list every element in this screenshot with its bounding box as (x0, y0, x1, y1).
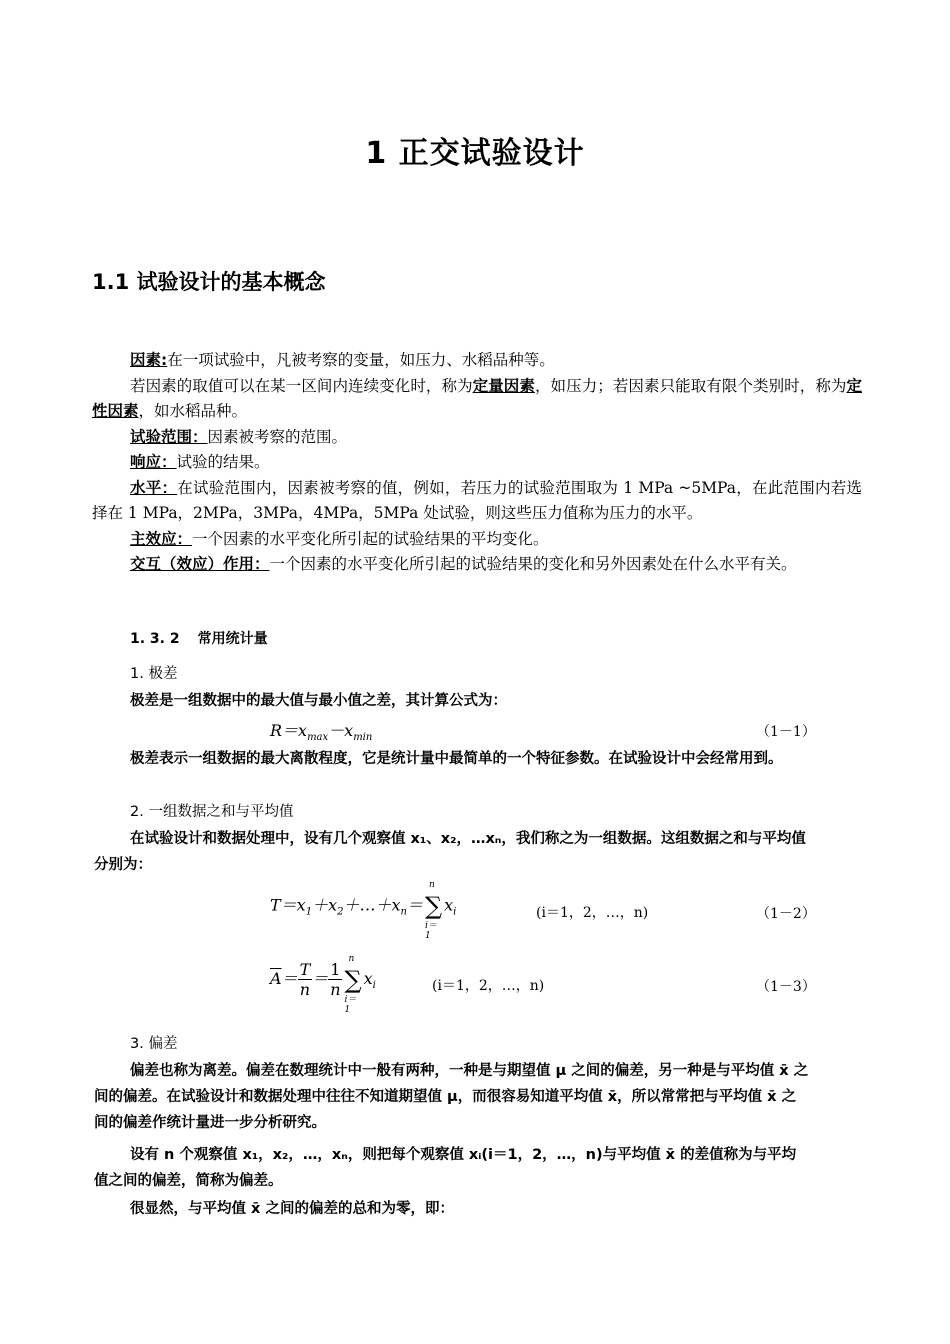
definition-interaction: 交互（效应）作用：一个因素的水平变化所引起的试验结果的变化和另外因素处在什么水平有关。 (130, 555, 797, 573)
equation-number-3: （1－3） (756, 979, 816, 995)
subsection-title: 常用统计量 (197, 631, 268, 647)
equation-sum: $T=x_1+x_2+\dots+x_n=\sum$ n i＝1 $x_i$ (270, 880, 457, 941)
definition-factor: 因素:在一项试验中，凡被考察的变量，如压力、水稻品种等。 (130, 351, 555, 369)
term-main-effect: 主效应： (130, 529, 193, 548)
equation-number-1: （1－1） (756, 724, 816, 740)
subsection-heading (130, 628, 268, 648)
term-level: 水平： (130, 478, 178, 497)
term-quantitative-factor: 定量因素 (472, 376, 535, 395)
term-interaction: 交互（效应）作用： (130, 555, 270, 573)
definition-factor-types: 若因素的取值可以在某一区间内连续变化时，称为定量因素，如压力；若因素只能取有限个类别时，称为定性因素，如水稻品种。 (92, 376, 862, 420)
term-factor: 因素: (130, 351, 168, 369)
range-intro: 极差是一组数据中的最大值与最小值之差，其计算公式为： (130, 693, 507, 709)
sum-description: 在试验设计和数据处理中，设有几个观察值 x₁、x₂，…xₙ，我们称之为一组数据。这组数据之和与平均值分别为： (94, 831, 806, 873)
definition-level: 水平：在试验范围内，因素被考察的值，例如，若压力的试验范围取为 1 MPa ~5MPa，在此范围内若选择在 1 MPa，2MPa，3MPa，4MPa，5MPa 处试验，则这些压力值称为压力的水平。 (92, 478, 862, 522)
definitions-block (92, 348, 862, 578)
definition-response: 响应：试验的结果。 (130, 453, 270, 471)
item-sum-average: 2. 一组数据之和与平均值 (130, 804, 294, 820)
item-range: 1. 极差 (130, 666, 178, 682)
definition-range: 试验范围：因素被考察的范围。 (130, 427, 348, 446)
term-response: 响应： (130, 453, 177, 471)
equation-range: $R=x_{max}-x_{min}$ (270, 721, 373, 744)
deviation-paragraph-2: 设有 n 个观察值 x₁，x₂，…，xₙ，则把每个观察值 xᵢ(i＝1，2，…，n)与平均值 x̄ 的差值称为与平均值之间的偏差，简称为偏差。 (94, 1147, 797, 1189)
chapter-title: 1 正交试验设计 (365, 136, 585, 171)
deviation-paragraph-1: 偏差也称为离差。偏差在数理统计中一般有两种，一种是与期望值 μ 之间的偏差，另一种是与平均值 x̄ 之间的偏差。在试验设计和数据处理中往往不知道期望值 μ，而很容易知道平均值 x̄，所以常常把与平均值 x̄ 之间的偏差作统计量进一步分析研究。 (94, 1063, 809, 1131)
term-range: 试验范围： (130, 427, 208, 446)
term-qualitative-factor: 定性因素 (92, 376, 862, 420)
item-deviation: 3. 偏差 (130, 1036, 178, 1052)
equation-average: $\overline{A}=$ $\frac{T}{n}$ ＝ $\frac{1}{n}$ ∑ n i＝1 $x_i$ (270, 953, 376, 1015)
equation-number-2: （1－2） (756, 906, 816, 922)
section-title: 1.1 试验设计的基本概念 (92, 270, 326, 294)
equation-condition-3: (i＝1，2，…，n) (432, 978, 545, 994)
definition-main-effect: 主效应：一个因素的水平变化所引起的试验结果的平均变化。 (130, 529, 549, 548)
subsection-number: 1. 3. 2 (130, 631, 180, 647)
range-description: 极差表示一组数据的最大离散程度，它是统计量中最简单的一个特征参数。在试验设计中会经常用到。 (130, 751, 783, 767)
deviation-paragraph-3: 很显然，与平均值 x̄ 之间的偏差的总和为零，即： (130, 1201, 454, 1217)
equation-condition-2: (i＝1，2，…，n) (536, 905, 649, 921)
